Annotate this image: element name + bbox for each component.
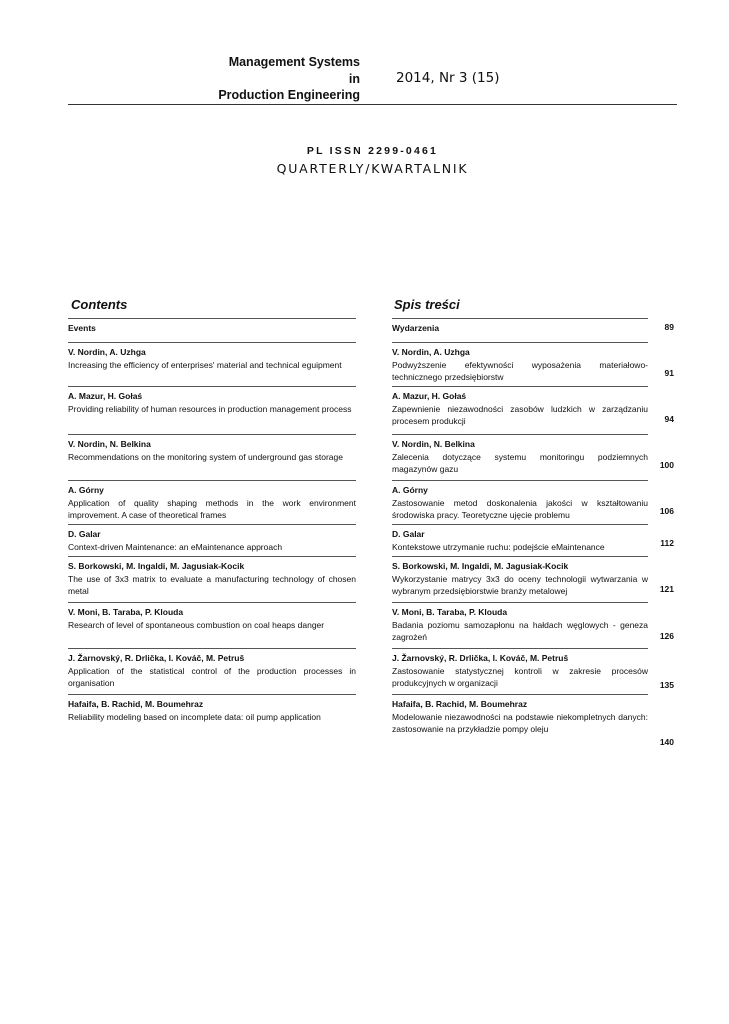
entry-authors: V. Nordin, A. Uzhga: [392, 347, 470, 357]
entry-authors: V. Moni, B. Taraba, P. Klouda: [68, 607, 184, 617]
toc-entry-pl[interactable]: [392, 480, 648, 524]
entry-title: Zastosowanie statystycznej kontroli w zakresie procesów produkcyjnych w organizacji: [392, 665, 648, 688]
toc-entry-pl[interactable]: [392, 556, 648, 602]
entry-title: Podwyższenie efektywności wyposażenia materiałowo-technicznego przedsiębiorstw: [392, 359, 648, 382]
toc-entry-en[interactable]: [68, 694, 356, 740]
page-number: 121: [659, 584, 674, 594]
entry-authors: A. Górny: [68, 485, 104, 495]
entry-authors: S. Borkowski, M. Ingaldi, M. Jagusiak-Kocik: [392, 561, 569, 571]
page-number: 94: [664, 414, 674, 424]
toc-entry-en[interactable]: [68, 648, 356, 694]
entry-authors: V. Moni, B. Taraba, P. Klouda: [392, 607, 508, 617]
entry-title: Zapewnienie niezawodności zasobów ludzkich w zarządzaniu procesem produkcji: [392, 403, 648, 426]
toc-entry-en[interactable]: [68, 342, 356, 386]
entry-title: Application of quality shaping methods in the work environment improvement. A case of theoretical frames: [68, 497, 356, 520]
page-number: 140: [659, 737, 674, 747]
page-number-events: 89: [664, 322, 674, 332]
entry-authors: Hafaifa, B. Rachid, M. Boumehraz: [68, 699, 204, 709]
contents-heading: Contents: [71, 297, 128, 312]
entry-title: Application of the statistical control of the production processes in organisation: [68, 665, 356, 688]
toc-entry-pl[interactable]: [392, 524, 648, 556]
wydarzenia-row: [392, 318, 648, 342]
toc-entry-pl[interactable]: [392, 342, 648, 386]
toc-entry-pl[interactable]: [392, 694, 648, 752]
page-number: 100: [659, 460, 674, 470]
journal-name-line1: Management Systems: [228, 55, 360, 69]
toc-entry-pl[interactable]: [392, 434, 648, 480]
toc-entry-pl[interactable]: [392, 386, 648, 434]
header-divider: [68, 104, 677, 105]
page-number: 112: [660, 538, 674, 548]
entry-authors: V. Nordin, N. Belkina: [392, 439, 475, 449]
entry-authors: A. Górny: [392, 485, 428, 495]
toc-entry-en[interactable]: [68, 434, 356, 480]
entry-title: The use of 3x3 matrix to evaluate a manufacturing technology of chosen metal: [68, 573, 356, 596]
frequency-line: QUARTERLY/KWARTALNIK: [276, 161, 469, 176]
entry-authors: J. Žarnovský, R. Drlička, I. Kováč, M. Petruš: [68, 653, 245, 663]
page-number: 106: [659, 506, 674, 516]
entry-authors: A. Mazur, H. Gołaś: [392, 391, 467, 401]
entry-title: Increasing the efficiency of enterprises' material and technical eguipment: [68, 359, 342, 370]
entry-title: Context-driven Maintenance: an eMaintenance approach: [68, 541, 283, 552]
entry-title: Zastosowanie metod doskonalenia jakości w kształtowaniu środowiska pracy. Teoretyczne ujęcie problemu: [392, 497, 648, 520]
entry-title: Zalecenia dotyczące systemu monitoringu podziemnych magazynów gazu: [392, 451, 648, 474]
entry-authors: D. Galar: [392, 529, 425, 539]
toc-entry-en[interactable]: [68, 386, 356, 434]
entry-authors: A. Mazur, H. Gołaś: [68, 391, 143, 401]
contents-column-pl: [392, 318, 648, 752]
journal-name-line3: Production Engineering: [218, 88, 360, 102]
contents-column-en: [68, 318, 356, 740]
issn-line: PL ISSN 2299-0461: [306, 145, 439, 157]
entry-title: Modelowanie niezawodności na podstawie niekompletnych danych: zastosowanie na przykładzie pompy oleju: [392, 711, 648, 734]
toc-entry-en[interactable]: [68, 524, 356, 556]
entry-title: Providing reliability of human resources in production management process: [68, 403, 352, 414]
entry-title: Reliability modeling based on incomplete data: oil pump application: [68, 711, 321, 722]
toc-entry-pl[interactable]: [392, 648, 648, 694]
entry-title: Wykorzystanie matrycy 3x3 do oceny technologii wytwarzania w wybranym przedsiębiorstwie branży metalowej: [392, 573, 648, 596]
entry-title: Kontekstowe utrzymanie ruchu: podejście eMaintenance: [392, 541, 605, 552]
page-number: 126: [659, 631, 674, 641]
toc-entry-en[interactable]: [68, 480, 356, 524]
entry-title: Recommendations on the monitoring system of underground gas storage: [68, 451, 343, 462]
entry-title: Research of level of spontaneous combustion on coal heaps danger: [68, 619, 325, 630]
issue-number: 2014, Nr 3 (15): [396, 70, 500, 86]
events-row: [68, 318, 356, 342]
toc-entry-en[interactable]: [68, 556, 356, 602]
entry-title: Badania poziomu samozapłonu na hałdach węglowych - geneza zagrożeń: [392, 619, 648, 642]
spis-tresci-heading: Spis treści: [394, 297, 460, 312]
entry-authors: V. Nordin, N. Belkina: [68, 439, 151, 449]
events-label: Events: [68, 323, 96, 333]
page-number: 91: [664, 368, 674, 378]
journal-name-line2: in: [348, 71, 360, 86]
page-number: 135: [659, 680, 674, 690]
entry-authors: S. Borkowski, M. Ingaldi, M. Jagusiak-Kocik: [68, 561, 245, 571]
wydarzenia-label: Wydarzenia: [392, 323, 440, 333]
entry-authors: D. Galar: [68, 529, 101, 539]
entry-authors: J. Žarnovský, R. Drlička, I. Kováč, M. Petruš: [392, 653, 569, 663]
toc-entry-en[interactable]: [68, 602, 356, 648]
entry-authors: V. Nordin, A. Uzhga: [68, 347, 146, 357]
toc-entry-pl[interactable]: [392, 602, 648, 648]
journal-name: [150, 54, 360, 104]
entry-authors: Hafaifa, B. Rachid, M. Boumehraz: [392, 699, 528, 709]
